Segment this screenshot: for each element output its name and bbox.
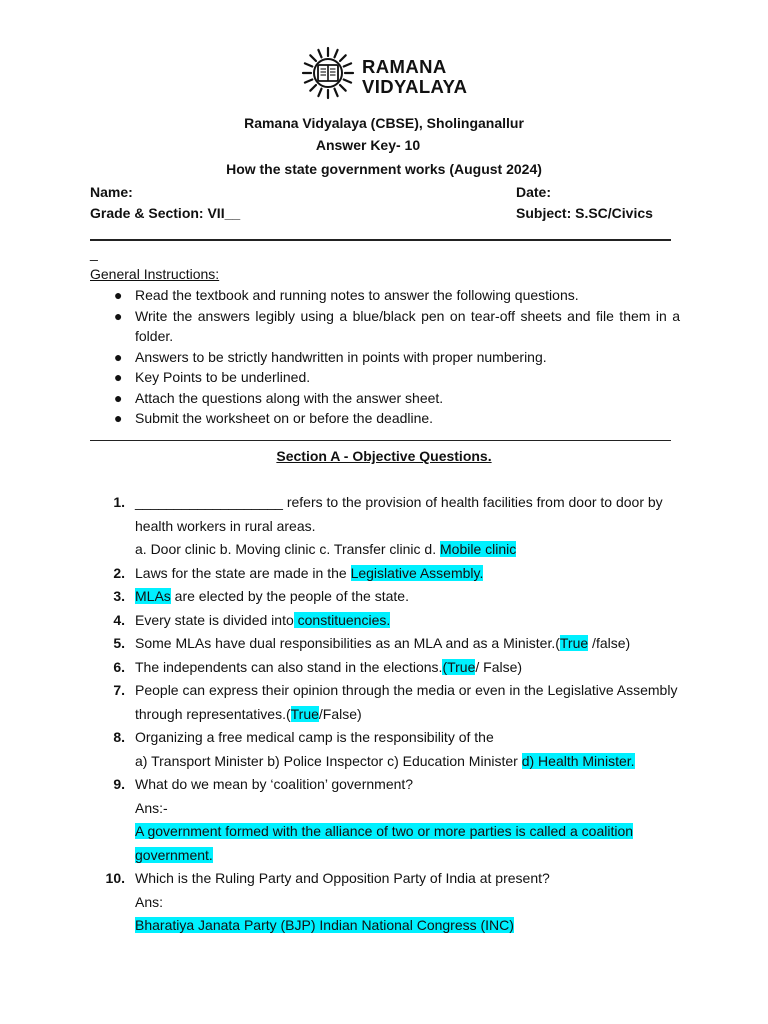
question-tail: /false) — [588, 635, 631, 651]
book-sun-emblem-icon — [300, 45, 356, 101]
instruction-item — [90, 306, 680, 347]
logo-line-2: VIDYALAYA — [362, 76, 468, 97]
header-divider — [90, 239, 671, 241]
question-tail: /False) — [318, 705, 362, 722]
question-options — [135, 750, 690, 774]
highlighted-answer: d) Health Minister. — [521, 752, 635, 769]
question-number: 7. — [113, 682, 125, 698]
question-number: 2. — [113, 564, 125, 581]
highlighted-answer: MLAs — [135, 588, 171, 604]
instructions-title: General Instructions: — [90, 266, 220, 282]
highlighted-answer: (True — [442, 658, 476, 675]
instruction-item — [90, 347, 680, 368]
school-name: Ramana Vidyalaya (CBSE), Sholinganallur — [244, 115, 524, 131]
answer-label: Ans:- — [135, 799, 168, 816]
question-text: Organizing a free medical camp is the responsibility of the — [135, 729, 494, 745]
bullet-icon: ● — [114, 287, 123, 303]
question-text: Which is the Ruling Party and Opposition Party of India at present? — [135, 870, 550, 886]
question-4 — [90, 609, 690, 633]
question-text: Some MLAs have dual responsibilities as an MLA and as a Minister.( — [135, 635, 560, 651]
instruction-text: Submit the worksheet on or before the deadline. — [135, 410, 434, 426]
highlighted-answer: True — [290, 705, 319, 722]
bullet-icon: ● — [114, 389, 123, 406]
question-number: 3. — [113, 588, 125, 604]
question-number: 4. — [113, 611, 125, 628]
section-title: Section A - Objective Questions. — [276, 448, 492, 464]
highlighted-answer: Mobile clinic — [440, 541, 517, 557]
instructions-list — [90, 285, 680, 429]
school-logo — [300, 45, 480, 105]
question-text: The independents can also stand in the elections. — [135, 658, 443, 675]
question-number: 9. — [113, 776, 125, 792]
instruction-item — [90, 408, 680, 429]
question-10 — [90, 867, 690, 938]
highlighted-answer: constituencies. — [293, 611, 391, 628]
instruction-item — [90, 367, 680, 388]
divider-tail: _ — [90, 245, 98, 261]
doc-type-text: Answer Key- 10 — [315, 137, 421, 153]
question-text: are elected by the people of the state. — [170, 588, 409, 604]
question-6 — [90, 656, 690, 680]
question-1 — [90, 491, 690, 562]
instruction-text: Answers to be strictly handwritten in points with proper numbering. — [135, 348, 547, 365]
name-field: Name: — [90, 184, 133, 200]
instruction-item — [90, 285, 680, 306]
answer-line — [135, 820, 690, 867]
question-9 — [90, 773, 690, 867]
highlighted-answer: A government formed with the alliance of two or more parties is called a coalition government. — [135, 823, 634, 863]
instruction-text: Write the answers legibly using a blue/black pen on tear-off sheets and file them in a folder. — [135, 307, 680, 344]
bullet-icon: ● — [114, 348, 123, 365]
question-text: Laws for the state are made in the — [135, 564, 351, 581]
doc-type — [0, 137, 768, 153]
highlighted-answer: Legislative Assembly. — [350, 564, 484, 581]
question-number: 5. — [113, 635, 125, 651]
bullet-icon: ● — [114, 307, 123, 324]
question-7 — [90, 679, 690, 726]
grade-field: Grade & Section: VII__ — [90, 205, 241, 221]
question-5 — [90, 632, 690, 656]
bullet-icon: ● — [114, 369, 123, 385]
options-text: a. Door clinic b. Moving clinic c. Transfer clinic d. — [135, 541, 440, 557]
instruction-text: Key Points to be underlined. — [135, 369, 311, 385]
date-field: Date: — [516, 184, 552, 200]
question-text: ___________________ refers to the provision of health facilities from door to door by health workers in rural areas. — [135, 494, 663, 534]
options-text: a) Transport Minister b) Police Inspector c) Education Minister — [135, 752, 522, 769]
subject-field: Subject: S.SC/Civics — [516, 205, 653, 221]
answer-label: Ans: — [135, 893, 164, 910]
question-list — [90, 491, 690, 938]
question-number: 6. — [113, 658, 125, 675]
instruction-text: Attach the questions along with the answer sheet. — [135, 389, 444, 406]
question-number: 8. — [113, 729, 125, 745]
highlighted-answer: Bharatiya Janata Party (BJP) Indian National Congress (INC) — [135, 917, 514, 933]
topic-title: How the state government works (August 2024) — [226, 161, 542, 177]
question-text: People can express their opinion through the media or even in the Legislative Assembly through representatives.( — [135, 682, 678, 722]
question-tail: / False) — [475, 658, 523, 675]
question-8 — [90, 726, 690, 773]
answer-line — [135, 914, 690, 938]
instruction-item — [90, 388, 680, 409]
question-options — [135, 538, 690, 562]
highlighted-answer: True — [559, 635, 589, 651]
question-text: What do we mean by ‘coalition’ government? — [135, 776, 414, 792]
section-divider — [90, 440, 671, 441]
question-number: 10. — [105, 870, 125, 886]
question-3 — [90, 585, 690, 609]
logo-wordmark — [362, 57, 467, 97]
instruction-text: Read the textbook and running notes to answer the following questions. — [135, 287, 579, 303]
logo-line-1: RAMANA — [362, 56, 447, 77]
question-text: Every state is divided into — [135, 611, 294, 628]
question-number: 1. — [113, 494, 125, 510]
bullet-icon: ● — [114, 410, 123, 426]
question-2 — [90, 562, 690, 586]
